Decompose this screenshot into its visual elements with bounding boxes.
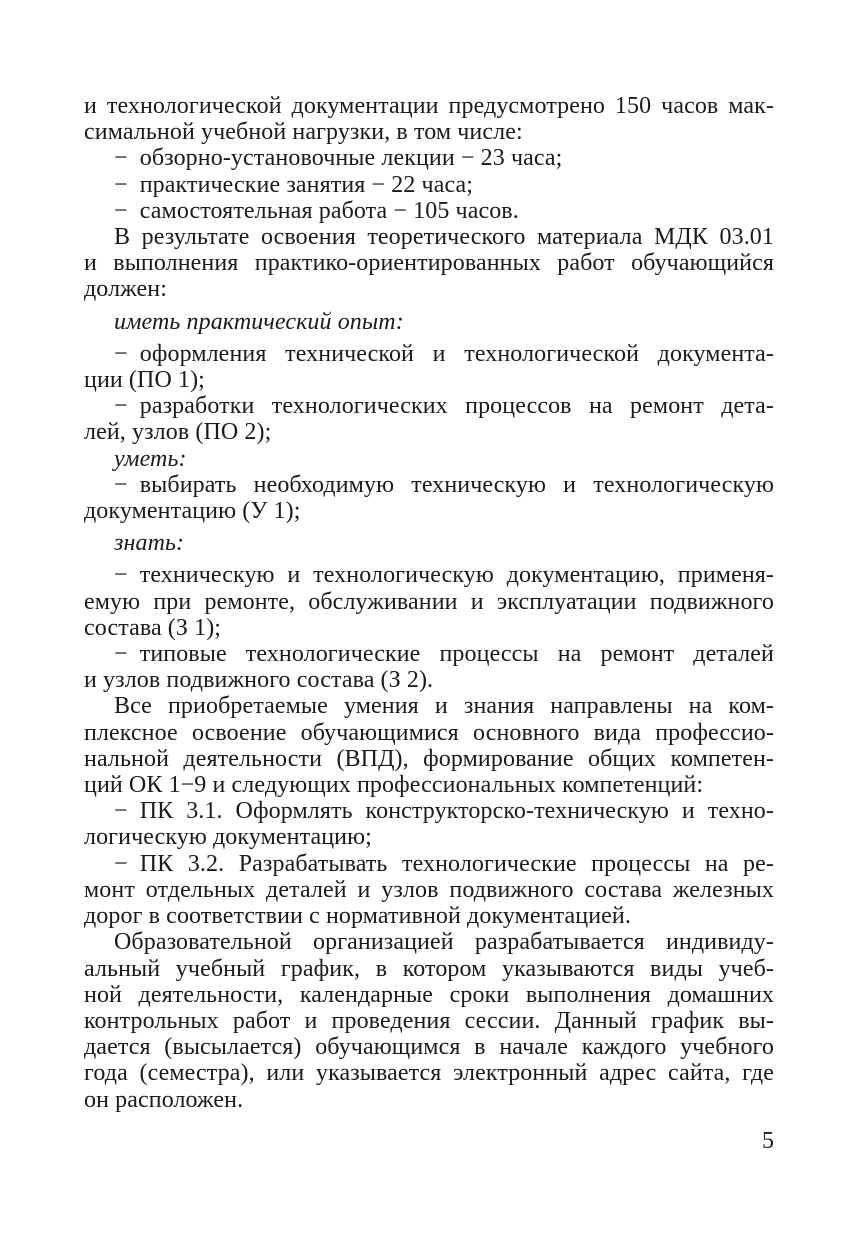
text-line: − ПК 3.2. Разрабатывать технологические процессы на ре- [114, 850, 774, 877]
text-line: − оформления технической и технологической документа- [114, 340, 774, 367]
text-line: контрольных работ и проведения сессии. Данный график вы- [84, 1007, 774, 1034]
text-line: − ПК 3.1. Оформлять конструкторско-техническую и техно- [114, 798, 774, 825]
italic-heading-line: знать: [114, 530, 185, 557]
text-line: симальной учебной нагрузки, в том числе: [84, 119, 523, 146]
text-line: Образовательной организацией разрабатывается индивиду- [114, 929, 774, 956]
text-line: дорог в соответствии с нормативной документацией. [84, 903, 631, 930]
text-line: − техническую и технологическую документацию, применя- [114, 562, 774, 589]
text-line: документацию (У 1); [84, 498, 301, 525]
text-line: должен: [84, 276, 168, 303]
text-block [84, 93, 774, 1113]
text-line: В результате освоения теоретического материала МДК 03.01 [114, 224, 774, 251]
text-line: альный учебный график, в котором указываются виды учеб- [84, 955, 774, 982]
text-line: − практические занятия − 22 часа; [114, 171, 474, 198]
text-line: и выполнения практико-ориентированных работ обучающийся [84, 250, 774, 277]
text-line: емую при ремонте, обслуживании и эксплуатации подвижного [84, 588, 774, 615]
text-line: и технологической документации предусмотрено 150 часов мак- [84, 93, 774, 119]
text-line: монт отдельных деталей и узлов подвижного состава железных [84, 876, 774, 903]
text-line: лей, узлов (ПО 2); [84, 419, 272, 446]
text-line: ции (ПО 1); [84, 367, 205, 394]
text-line: − обзорно-установочные лекции − 23 часа; [114, 145, 563, 172]
text-line: ной деятельности, календарные сроки выполнения домашних [84, 981, 774, 1008]
text-line: нальной деятельности (ВПД), формирование общих компетен- [84, 745, 774, 772]
text-line: и узлов подвижного состава (З 2). [84, 667, 434, 694]
text-line: Все приобретаемые умения и знания направлены на ком- [114, 693, 774, 720]
text-line: он расположен. [84, 1086, 244, 1113]
italic-heading-line: иметь практический опыт: [114, 308, 404, 335]
text-line: − разработки технологических процессов на ремонт дета- [114, 393, 774, 420]
text-line: года (семестра), или указывается электронный адрес сайта, где [84, 1060, 774, 1087]
page-number: 5 [762, 1128, 774, 1154]
text-line: − самостоятельная работа − 105 часов. [114, 197, 519, 224]
text-line: − типовые технологические процессы на ремонт деталей [114, 641, 774, 668]
text-line: плексное освоение обучающимися основного вида профессио- [84, 719, 774, 746]
text-line: дается (высылается) обучающимся в начале каждого учебного [84, 1034, 774, 1061]
text-line: − выбирать необходимую техническую и технологическую [114, 471, 774, 498]
text-line: ций ОК 1−9 и следующих профессиональных компетенций: [84, 772, 704, 799]
text-line: логическую документацию; [84, 824, 372, 851]
text-line: состава (З 1); [84, 614, 222, 641]
italic-heading-line: уметь: [114, 445, 187, 472]
